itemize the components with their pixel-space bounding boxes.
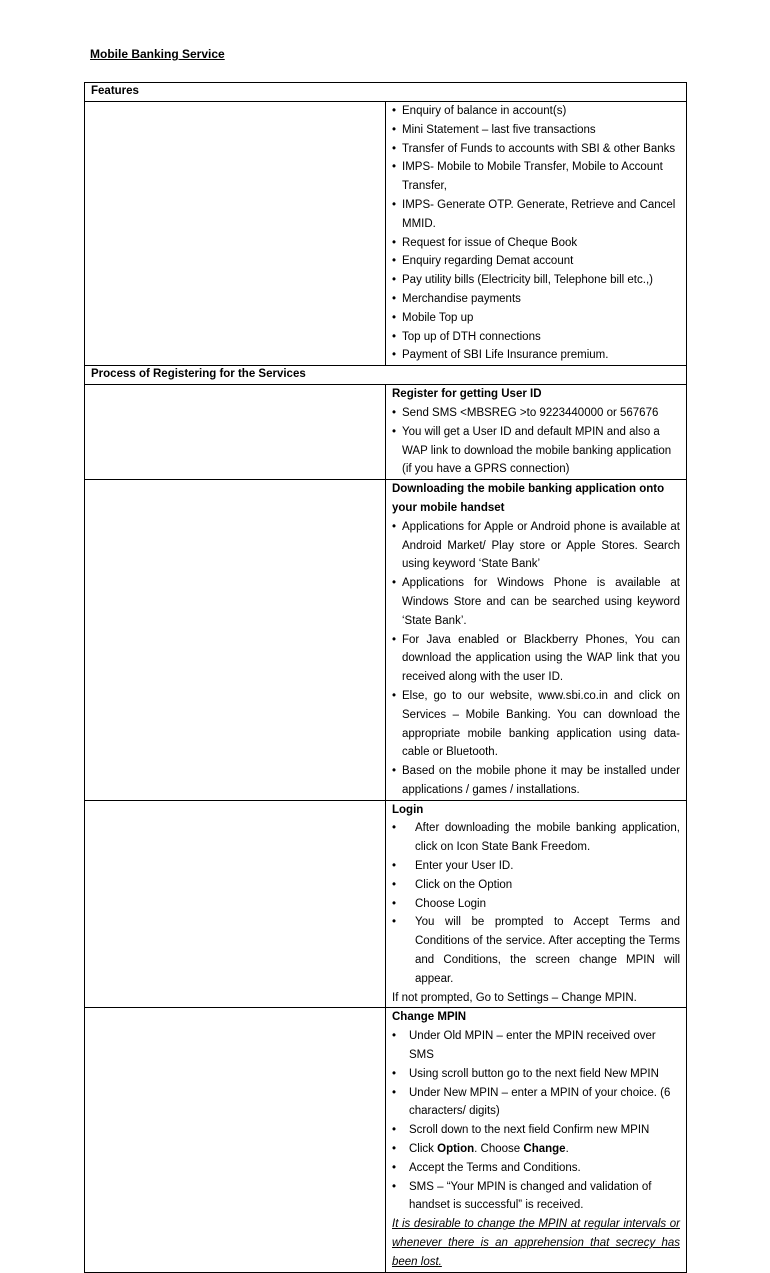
list-item: • Applications for Windows Phone is available at Windows Store and can be searched using keyword ‘State Bank’. [392,574,680,630]
features-heading: Features [85,83,687,102]
list-item: • Enter your User ID. [392,857,680,876]
text-fragment: Click [409,1143,438,1156]
bold-term: Change [523,1143,566,1156]
list-item: • For Java enabled or Blackberry Phones, You can download the application using the WAP link that you received along with the user ID. [392,631,680,687]
list-item: • SMS – “Your MPIN is changed and validation of handset is successful” is received. [392,1178,680,1216]
features-header-row [85,83,687,102]
list-item: • Pay utility bills (Electricity bill, Telephone bill etc.,) [392,271,680,290]
login-heading: Login [392,803,424,816]
list-item: • Enquiry of balance in account(s) [392,102,680,121]
login-list [392,819,680,988]
list-item: • You will get a User ID and default MPIN and also a WAP link to download the mobile banking application (if you have a GPRS connection) [392,423,680,479]
download-list [392,518,680,800]
list-item: • IMPS- Mobile to Mobile Transfer, Mobile to Account Transfer, [392,158,680,196]
register-heading: Register for getting User ID [392,388,542,401]
list-item: • Accept the Terms and Conditions. [392,1159,680,1178]
change-mpin-heading: Change MPIN [392,1011,467,1024]
page-title: Mobile Banking Service [90,47,225,61]
change-mpin-list [392,1027,680,1215]
list-item: • Using scroll button go to the next field New MPIN [392,1065,680,1084]
text-fragment: . Choose [474,1143,524,1156]
list-item: • Applications for Apple or Android phone is available at Android Market/ Play store or Apple Stores. Search using keyword ‘State Bank’ [392,518,680,574]
mobile-banking-table [84,82,687,1273]
features-list [392,102,680,365]
process-header-row [85,366,687,385]
list-item: • Under Old MPIN – enter the MPIN received over SMS [392,1027,680,1065]
mpin-note: It is desirable to change the MPIN at regular intervals or whenever there is an apprehension that secrecy has been lost. [392,1218,680,1268]
list-item: • Based on the mobile phone it may be installed under applications / games / installations. [392,762,680,800]
list-item: • Else, go to our website, www.sbi.co.in and click on Services – Mobile Banking. You can download the appropriate mobile banking application using data-cable or Bluetooth. [392,687,680,762]
login-row [85,800,687,1008]
list-item: • IMPS- Generate OTP. Generate, Retrieve and Cancel MMID. [392,196,680,234]
change-mpin-row [85,1008,687,1272]
download-heading: Downloading the mobile banking application onto your mobile handset [392,483,665,514]
bold-term: Option [437,1143,475,1156]
list-item: • Scroll down to the next field Confirm new MPIN [392,1121,680,1140]
text-fragment: . [565,1143,569,1156]
features-row [85,102,687,366]
list-item: • Request for issue of Cheque Book [392,234,680,253]
login-note: If not prompted, Go to Settings – Change MPIN. [392,991,637,1004]
list-item-click-option [392,1140,680,1159]
list-item: • Enquiry regarding Demat account [392,252,680,271]
list-item: • Send SMS <MBSREG >to 9223440000 or 567676 [392,404,680,423]
list-item: • Mini Statement – last five transactions [392,121,680,140]
list-item: • Payment of SBI Life Insurance premium. [392,346,680,365]
list-item: • Under New MPIN – enter a MPIN of your choice. (6 characters/ digits) [392,1084,680,1122]
register-row [85,385,687,480]
list-item: • Click on the Option [392,876,680,895]
list-item: • Mobile Top up [392,309,680,328]
list-item: • You will be prompted to Accept Terms and Conditions of the service. After accepting the Terms and Conditions, the screen change MPIN will appear. [392,913,680,988]
list-item: • Transfer of Funds to accounts with SBI & other Banks [392,140,680,159]
list-item: • After downloading the mobile banking application, click on Icon State Bank Freedom. [392,819,680,857]
list-item: • Merchandise payments [392,290,680,309]
list-item: • Top up of DTH connections [392,328,680,347]
download-row [85,480,687,801]
process-heading: Process of Registering for the Services [85,366,687,385]
register-list [392,404,680,479]
list-item: • Choose Login [392,895,680,914]
